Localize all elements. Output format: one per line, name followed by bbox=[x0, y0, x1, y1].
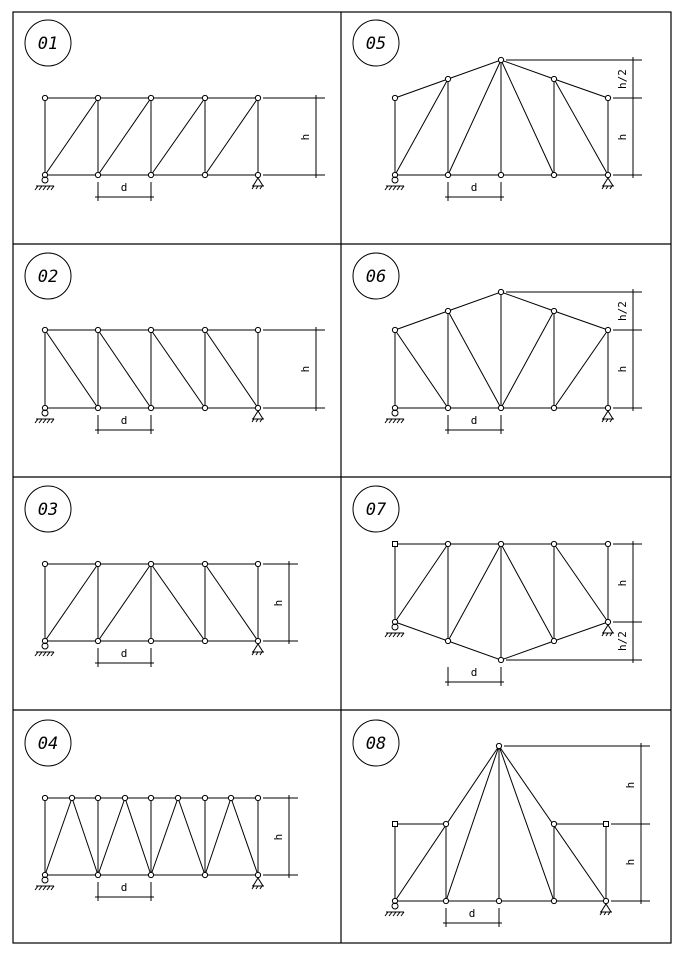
panel-label-01 bbox=[25, 20, 71, 66]
roller-support-06 bbox=[602, 411, 614, 422]
panel-label-02 bbox=[25, 253, 71, 299]
panel-05 bbox=[353, 20, 642, 201]
pin-support-05 bbox=[385, 177, 404, 190]
dimension-label-d: d bbox=[470, 666, 478, 679]
roller-support-02 bbox=[252, 411, 264, 422]
dimension-label-d: d bbox=[120, 881, 128, 894]
roller-support-03 bbox=[252, 644, 264, 655]
panel-number-08: 08 bbox=[365, 734, 387, 754]
panel-grid bbox=[13, 12, 671, 943]
pin-support-02 bbox=[35, 410, 54, 423]
dimension-label-h-half: h/2 bbox=[616, 631, 629, 651]
dimension-label-h: h bbox=[299, 365, 312, 373]
panel-02 bbox=[25, 253, 325, 434]
panel-label-08 bbox=[353, 720, 399, 766]
dimension-label-h: h bbox=[616, 579, 629, 587]
truss-07 bbox=[395, 544, 608, 660]
panel-label-05 bbox=[353, 20, 399, 66]
pin-support-03 bbox=[35, 643, 54, 656]
roller-support-05 bbox=[602, 178, 614, 189]
roller-support-08 bbox=[600, 904, 612, 915]
panel-06 bbox=[353, 253, 642, 434]
pin-support-08 bbox=[385, 903, 404, 916]
panel-03 bbox=[25, 486, 298, 667]
truss-06 bbox=[395, 292, 608, 408]
panel-07 bbox=[353, 486, 642, 686]
roller-support-07 bbox=[602, 625, 614, 636]
dimension-h-01 bbox=[263, 95, 325, 178]
panel-number-06: 06 bbox=[365, 267, 387, 287]
dimension-label-h: h bbox=[272, 833, 285, 841]
panel-number-04: 04 bbox=[37, 734, 59, 754]
dimension-label-d: d bbox=[470, 181, 478, 194]
dimension-label-d: d bbox=[470, 414, 478, 427]
dimension-label-h-half: h/2 bbox=[616, 301, 629, 321]
panel-number-07: 07 bbox=[365, 500, 387, 520]
dimension-label-d: d bbox=[468, 907, 476, 920]
dimension-label-h-half: h/2 bbox=[616, 69, 629, 89]
dimension-label-h: h bbox=[299, 133, 312, 141]
dimension-label-d: d bbox=[120, 414, 128, 427]
truss-05 bbox=[395, 60, 608, 175]
dimension-label-h: h bbox=[624, 781, 637, 789]
panel-label-07 bbox=[353, 486, 399, 532]
panel-number-05: 05 bbox=[365, 34, 387, 54]
panel-number-03: 03 bbox=[37, 500, 59, 520]
pin-support-06 bbox=[385, 410, 404, 423]
panel-label-06 bbox=[353, 253, 399, 299]
pin-support-04 bbox=[35, 877, 54, 890]
panel-01 bbox=[25, 20, 325, 201]
dimension-h-02 bbox=[263, 327, 325, 411]
truss-03 bbox=[45, 564, 258, 641]
truss-04 bbox=[45, 798, 258, 875]
dimension-label-d: d bbox=[120, 181, 128, 194]
truss-08 bbox=[395, 746, 606, 901]
truss-01 bbox=[45, 98, 258, 175]
panel-04 bbox=[25, 720, 298, 901]
panel-label-03 bbox=[25, 486, 71, 532]
roller-support-04 bbox=[252, 878, 264, 889]
roller-support-01 bbox=[252, 178, 264, 189]
pin-support-01 bbox=[35, 177, 54, 190]
dimension-label-h: h bbox=[616, 133, 629, 141]
dimension-label-h: h bbox=[272, 599, 285, 607]
panel-label-04 bbox=[25, 720, 71, 766]
truss-02 bbox=[45, 330, 258, 408]
panel-08 bbox=[353, 720, 650, 927]
pin-support-07 bbox=[385, 624, 404, 637]
dimension-label-h: h bbox=[624, 858, 637, 866]
dimension-label-h: h bbox=[616, 365, 629, 373]
panel-number-01: 01 bbox=[37, 34, 59, 54]
dimension-label-d: d bbox=[120, 647, 128, 660]
panel-number-02: 02 bbox=[37, 267, 59, 287]
